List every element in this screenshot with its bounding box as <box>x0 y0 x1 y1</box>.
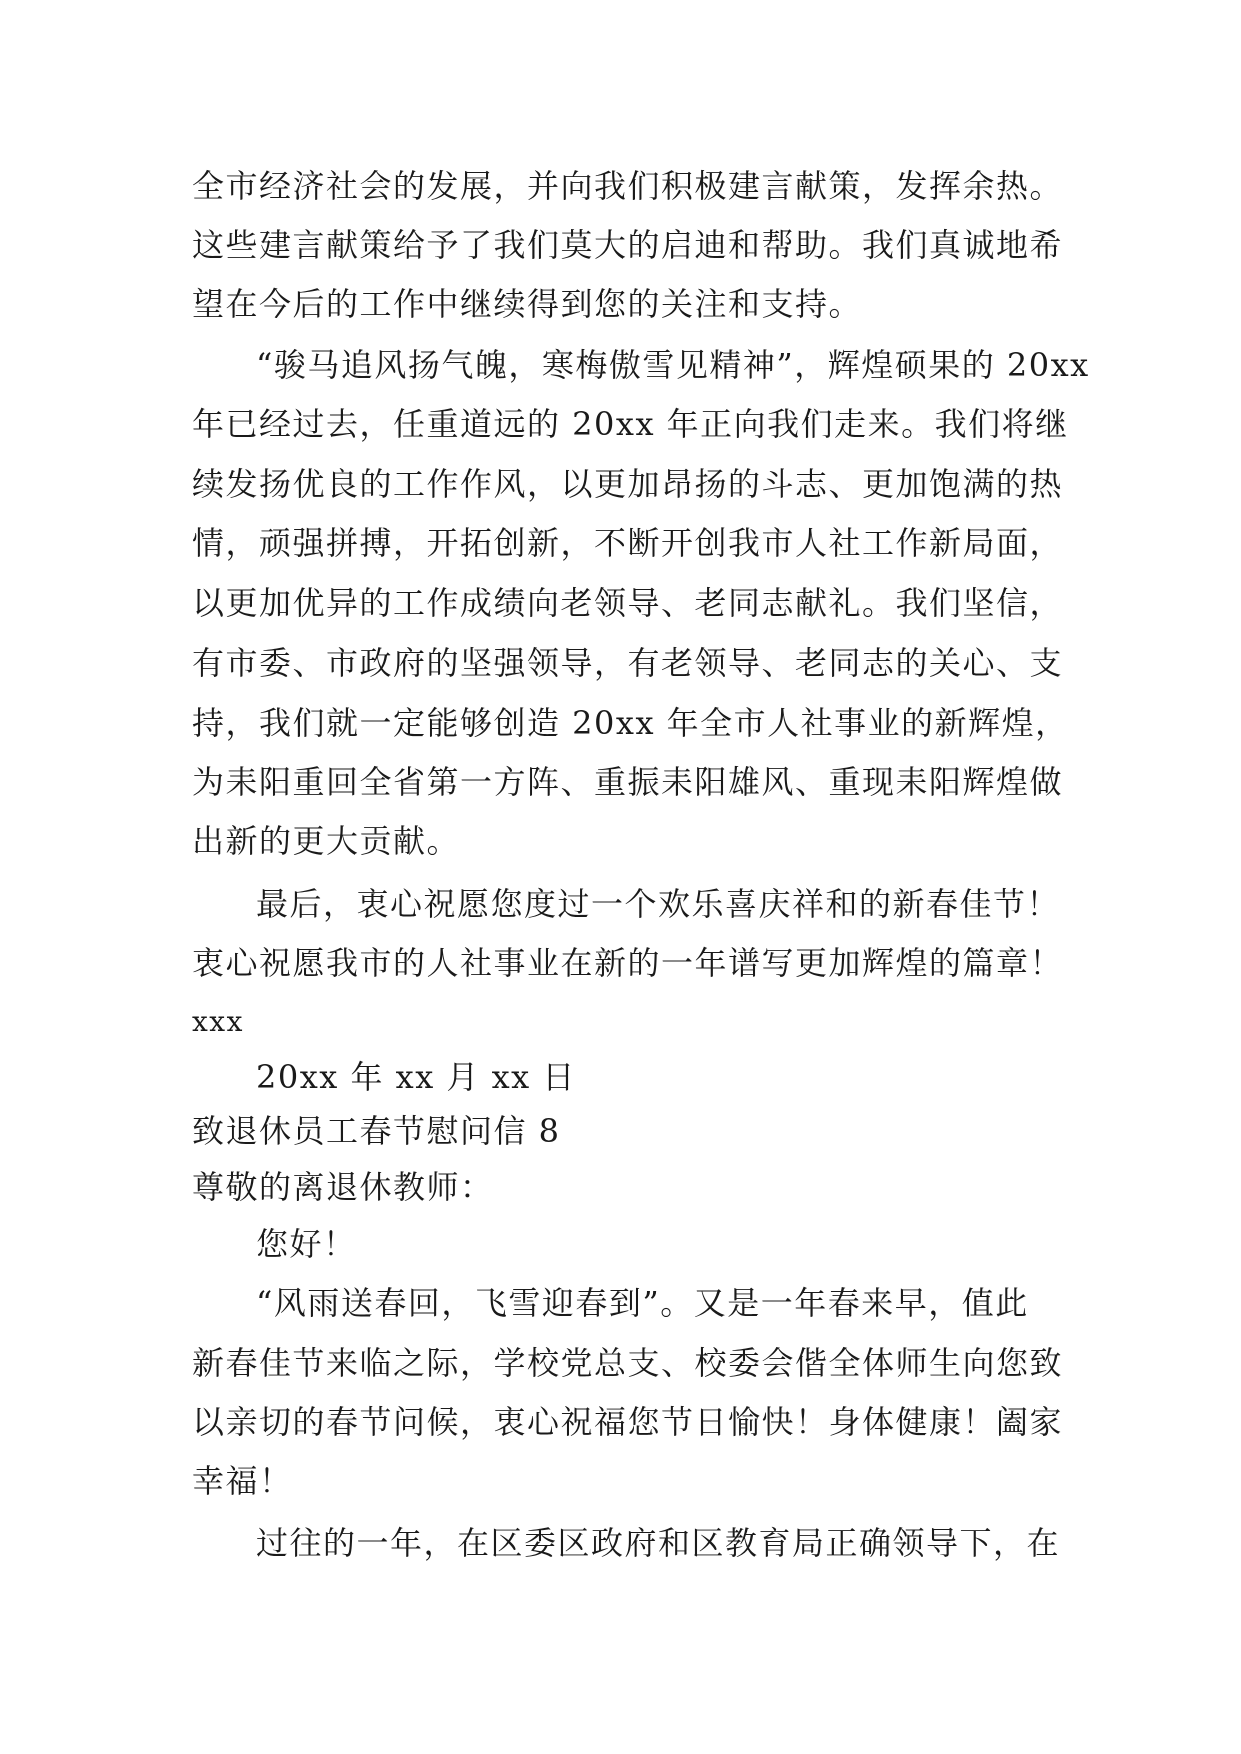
paragraph-line: 过往的一年，在区委区政府和区教育局正确领导下，在 <box>256 1524 1061 1562</box>
paragraph-line: 全市经济社会的发展，并向我们积极建言献策，发挥余热。 <box>192 167 1064 205</box>
paragraph-line: 出新的更大贡献。 <box>192 822 461 860</box>
greeting: 您好！ <box>256 1225 357 1263</box>
signature-name: xxx <box>192 1005 244 1038</box>
paragraph-line: 新春佳节来临之际，学校党总支、校委会偕全体师生向您致 <box>192 1344 1064 1382</box>
paragraph-line: 最后，衷心祝愿您度过一个欢乐喜庆祥和的新春佳节！ <box>256 885 1061 923</box>
paragraph-line: 持，我们就一定能够创造 20xx 年全市人社事业的新辉煌， <box>192 704 1069 742</box>
paragraph-line: 情，顽强拼搏，开拓创新，不断开创我市人社工作新局面， <box>192 524 1064 562</box>
paragraph-line: “风雨送春回，飞雪迎春到”。又是一年春来早，值此 <box>256 1284 1029 1322</box>
paragraph-line: 以更加优异的工作成绩向老领导、老同志献礼。我们坚信， <box>192 584 1064 622</box>
signature-date: 20xx 年 xx 月 xx 日 <box>256 1058 576 1096</box>
paragraph-line: 续发扬优良的工作作风，以更加昂扬的斗志、更加饱满的热 <box>192 465 1064 503</box>
letter-title: 致退休员工春节慰问信 8 <box>192 1112 561 1150</box>
paragraph-line: 年已经过去，任重道远的 20xx 年正向我们走来。我们将继 <box>192 405 1069 443</box>
paragraph-line: 以亲切的春节问候，衷心祝福您节日愉快！身体健康！阖家 <box>192 1403 1064 1441</box>
paragraph-line: 幸福！ <box>192 1462 293 1500</box>
paragraph-line: 衷心祝愿我市的人社事业在新的一年谱写更加辉煌的篇章！ <box>192 944 1064 982</box>
salutation: 尊敬的离退休教师： <box>192 1168 494 1206</box>
paragraph-line: 为耒阳重回全省第一方阵、重振耒阳雄风、重现耒阳辉煌做 <box>192 763 1064 801</box>
paragraph-line: “骏马追风扬气魄，寒梅傲雪见精神”，辉煌硕果的 20xx <box>256 346 1090 384</box>
paragraph-line: 这些建言献策给予了我们莫大的启迪和帮助。我们真诚地希 <box>192 226 1064 264</box>
paragraph-line: 望在今后的工作中继续得到您的关注和支持。 <box>192 285 863 323</box>
paragraph-line: 有市委、市政府的坚强领导，有老领导、老同志的关心、支 <box>192 644 1064 682</box>
